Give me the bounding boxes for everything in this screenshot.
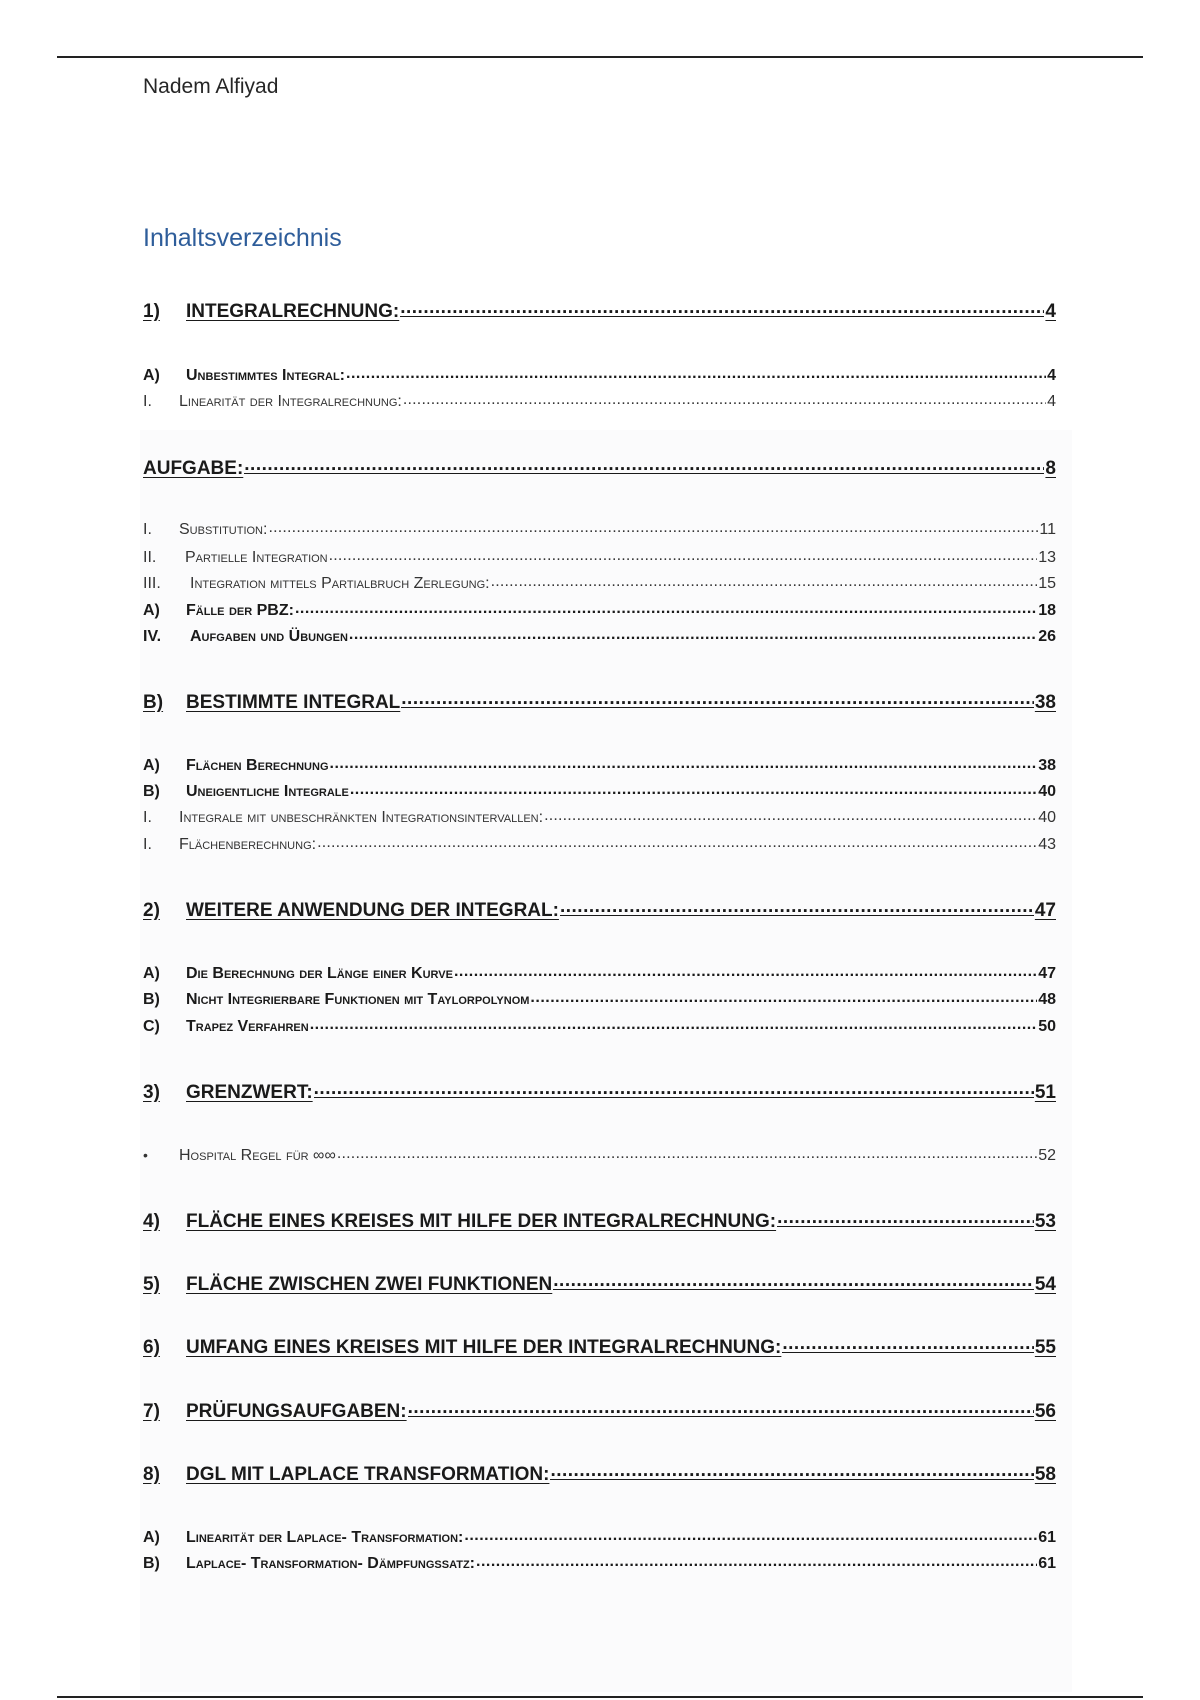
toc-entry[interactable] — [143, 1526, 1056, 1547]
toc-entry[interactable] — [143, 1144, 1056, 1165]
dot-leader — [454, 962, 1037, 978]
toc-entry-text: Linearität der Integralrechnung: — [179, 393, 402, 410]
toc-entry-page: 43 — [1038, 836, 1056, 853]
bullet-icon: • — [143, 1147, 148, 1163]
toc-entry-text: PRÜFUNGSAUFGABEN: — [186, 1401, 407, 1422]
toc-entry-page: 55 — [1034, 1337, 1056, 1358]
toc-entry[interactable] — [143, 1207, 1056, 1233]
toc-entry-number: I. — [143, 809, 152, 826]
toc-entry-page: 15 — [1038, 575, 1056, 592]
toc-entry-text: Integration mittels Partialbruch Zerlegung: — [190, 575, 490, 592]
toc-entry-text: Die Berechnung der Länge einer Kurve — [186, 965, 453, 982]
toc-entry[interactable] — [143, 833, 1056, 854]
toc-entry[interactable] — [143, 1015, 1056, 1036]
toc-entry-page: 4 — [1045, 301, 1056, 322]
toc-entry-number: 3) — [143, 1082, 160, 1103]
toc-entry-text: Trapez Verfahren — [186, 1018, 309, 1035]
toc-entry-page: 8 — [1045, 458, 1056, 479]
toc-entry-number: 7) — [143, 1401, 160, 1422]
toc-title: Inhaltsverzeichnis — [143, 224, 342, 252]
dot-leader — [777, 1207, 1034, 1227]
toc-entry-number: II. — [143, 549, 157, 566]
toc-entry-page: 50 — [1038, 1018, 1056, 1035]
toc-entry-text: Hospital Regel für ∞∞ — [179, 1147, 336, 1164]
toc-entry-text: Uneigentliche Integrale — [186, 783, 349, 800]
toc-entry-page: 18 — [1038, 602, 1056, 619]
toc-entry-number: B) — [143, 991, 160, 1008]
toc-entry-number: 5) — [143, 1274, 160, 1295]
dot-leader — [268, 518, 1038, 534]
toc-entry-number: 4) — [143, 1211, 160, 1232]
toc-entry-page: 61 — [1038, 1555, 1056, 1572]
toc-entry-text: BESTIMMTE INTEGRAL — [186, 692, 401, 713]
footer-rule — [57, 1696, 1143, 1698]
toc-entry-page: 47 — [1034, 900, 1056, 921]
toc-entry-page: 47 — [1038, 965, 1056, 982]
toc-entry[interactable] — [143, 1552, 1056, 1573]
toc-entry-text: Nicht Integrierbare Funktionen mit Taylorpolynom — [186, 991, 530, 1008]
dot-leader — [244, 454, 1044, 474]
dot-leader — [544, 806, 1037, 822]
dot-leader — [400, 297, 1044, 317]
toc-entry-text: Integrale mit unbeschränkten Integrationsintervallen: — [179, 809, 544, 826]
toc-entry-page: 40 — [1038, 783, 1056, 800]
dot-leader — [782, 1333, 1034, 1353]
toc-entry-text: WEITERE ANWENDUNG DER INTEGRAL: — [186, 900, 559, 921]
toc-entry-page: 38 — [1034, 692, 1056, 713]
toc-entry-number: I. — [143, 393, 152, 410]
dot-leader — [550, 1460, 1033, 1480]
toc-entry-page: 56 — [1034, 1401, 1056, 1422]
toc-entry[interactable] — [143, 988, 1056, 1009]
toc-entry-text: GRENZWERT: — [186, 1082, 313, 1103]
dot-leader — [560, 896, 1034, 916]
toc-entry[interactable] — [143, 390, 1056, 411]
toc-entry-number: B) — [143, 1555, 160, 1572]
toc-entry[interactable] — [143, 780, 1056, 801]
toc-entry-page: 61 — [1038, 1529, 1056, 1546]
toc-entry-page: 4 — [1047, 367, 1056, 384]
toc-entry-page: 13 — [1038, 549, 1056, 566]
toc-entry-text: Aufgaben und Übungen — [190, 628, 348, 645]
toc-entry[interactable] — [143, 364, 1056, 385]
toc-entry-page: 40 — [1038, 809, 1056, 826]
toc-entry-text: INTEGRALRECHNUNG: — [186, 301, 400, 322]
toc-entry-text: Partielle Integration — [185, 549, 328, 566]
toc-entry[interactable] — [143, 754, 1056, 775]
toc-entry[interactable] — [143, 1078, 1056, 1104]
toc-entry-text: UMFANG EINES KREISES MIT HILFE DER INTEGRALRECHNUNG: — [186, 1337, 782, 1358]
toc-entry-text: Linearität der Laplace- Transformation: — [186, 1529, 464, 1546]
dot-leader — [401, 688, 1034, 708]
toc-entry[interactable] — [143, 1397, 1056, 1423]
toc-entry-page: 58 — [1034, 1464, 1056, 1485]
toc-entry[interactable] — [143, 518, 1056, 539]
toc-entry[interactable] — [143, 688, 1056, 714]
toc-entry[interactable] — [143, 1270, 1056, 1296]
toc-entry-text: FLÄCHE ZWISCHEN ZWEI FUNKTIONEN — [186, 1274, 553, 1295]
toc-entry-number: I. — [143, 521, 152, 538]
dot-leader — [314, 1078, 1034, 1098]
dot-leader — [337, 1144, 1037, 1160]
toc-entry-number: A) — [143, 757, 160, 774]
toc-entry[interactable] — [143, 1460, 1056, 1486]
toc-entry-text: Laplace- Transformation- Dämpfungssatz: — [186, 1555, 476, 1572]
toc-entry-number: B) — [143, 692, 164, 713]
toc-entry[interactable] — [143, 962, 1056, 983]
toc-entry-number: 2) — [143, 900, 160, 921]
dot-leader — [317, 833, 1037, 849]
toc-entry-number: A) — [143, 367, 160, 384]
toc-entry-number: A) — [143, 965, 160, 982]
dot-leader — [295, 599, 1037, 615]
toc-entry-text: Substitution: — [179, 521, 268, 538]
toc-entry-page: 52 — [1038, 1147, 1056, 1164]
toc-entry-text: DGL MIT LAPLACE TRANSFORMATION: — [186, 1464, 550, 1485]
toc-entry-text: Unbestimmtes Integral: — [186, 367, 345, 384]
toc-entry-text: AUFGABE: — [143, 458, 244, 479]
toc-entry-page: 53 — [1034, 1211, 1056, 1232]
toc-entry-page: 48 — [1038, 991, 1056, 1008]
toc-entry-number: B) — [143, 783, 160, 800]
author-name: Nadem Alfiyad — [143, 75, 279, 98]
dot-leader — [476, 1552, 1037, 1568]
toc-entry-number: IV. — [143, 628, 162, 645]
dot-leader — [330, 754, 1038, 770]
dot-leader — [408, 1397, 1034, 1417]
toc-entry-number: I. — [143, 836, 152, 853]
toc-entry-text: FLÄCHE EINES KREISES MIT HILFE DER INTEGRALRECHNUNG: — [186, 1211, 777, 1232]
toc-entry-page: 38 — [1038, 757, 1056, 774]
dot-leader — [329, 546, 1038, 562]
dot-leader — [349, 625, 1037, 641]
toc-entry[interactable] — [143, 297, 1056, 323]
dot-leader — [403, 390, 1046, 406]
toc-entry-text: Flächen Berechnung — [186, 757, 329, 774]
dot-leader — [464, 1526, 1037, 1542]
toc-entry-number: A) — [143, 1529, 160, 1546]
toc-entry[interactable] — [143, 572, 1056, 593]
toc-entry-text: Fälle der PBZ: — [186, 602, 294, 619]
toc-entry-number: III. — [143, 575, 161, 592]
toc-entry-page: 51 — [1034, 1082, 1056, 1103]
dot-leader — [553, 1270, 1034, 1290]
toc-entry[interactable] — [143, 896, 1056, 922]
toc-entry[interactable] — [143, 806, 1056, 827]
dot-leader — [491, 572, 1038, 588]
toc-entry-text: Flächenberechnung: — [179, 836, 317, 853]
toc-entry-page: 26 — [1038, 628, 1056, 645]
dot-leader — [310, 1015, 1038, 1031]
toc-entry-page: 4 — [1047, 393, 1056, 410]
toc-entry[interactable] — [143, 546, 1056, 567]
toc-entry-page: 11 — [1039, 521, 1056, 538]
toc-entry[interactable] — [143, 1333, 1056, 1359]
toc-entry-number: A) — [143, 602, 160, 619]
dot-leader — [350, 780, 1037, 796]
toc-entry-page: 54 — [1034, 1274, 1056, 1295]
toc-entry[interactable] — [143, 625, 1056, 646]
toc-entry[interactable] — [143, 599, 1056, 620]
toc-entry-number: 6) — [143, 1337, 160, 1358]
dot-leader — [346, 364, 1046, 380]
toc-entry[interactable] — [143, 454, 1056, 480]
dot-leader — [530, 988, 1037, 1004]
toc-entry-number: C) — [143, 1018, 160, 1035]
toc-entry-number: 1) — [143, 301, 160, 322]
toc-entry-number: 8) — [143, 1464, 160, 1485]
